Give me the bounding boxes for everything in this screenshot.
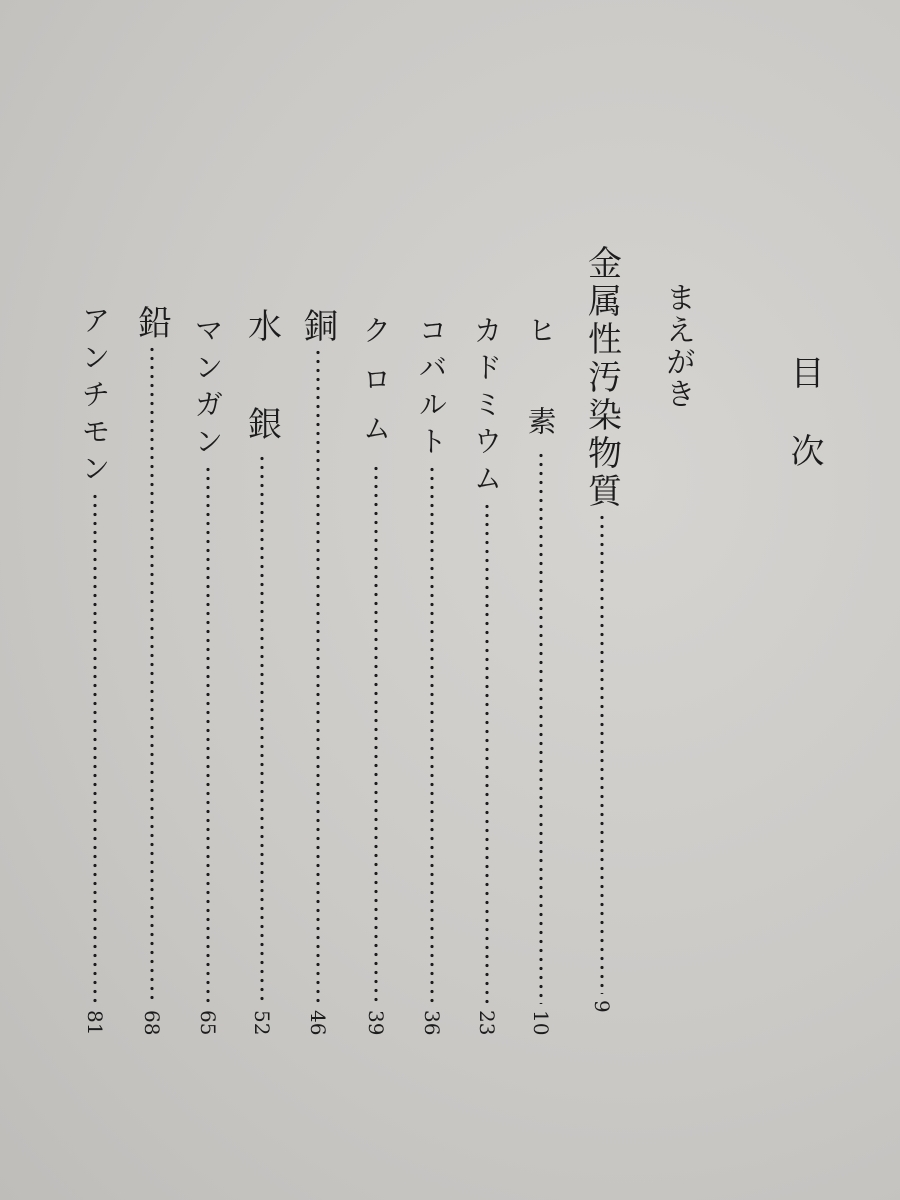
toc-entry-page: 68 (140, 1010, 164, 1036)
dot-leader (316, 348, 320, 1004)
toc-entry-label: クロム (358, 315, 393, 462)
toc-entry-mercury[interactable] (242, 308, 282, 1042)
toc-title: 目次 (784, 355, 824, 511)
toc-entry-manganese[interactable] (188, 315, 228, 1042)
dot-leader (260, 454, 264, 1004)
toc-entry-cadmium[interactable] (467, 315, 507, 1042)
toc-entry-arsenic[interactable] (521, 315, 561, 1042)
toc-entry-copper[interactable] (298, 308, 338, 1042)
toc-entry-label: コバルト (414, 315, 449, 463)
dot-leader (600, 513, 604, 994)
toc-entry-page: 46 (306, 1010, 330, 1036)
toc-entry-cobalt[interactable] (412, 315, 452, 1042)
toc-entry-antimony[interactable] (75, 305, 115, 1042)
dot-leader (374, 464, 378, 1004)
toc-preface: まえがき (660, 282, 695, 410)
toc-entry-page: 39 (364, 1010, 388, 1036)
toc-entry-label: 金属性汚染物質 (581, 245, 622, 511)
toc-entry-page: 52 (250, 1010, 274, 1036)
toc-entry-page: 81 (83, 1010, 107, 1036)
dot-leader (485, 502, 489, 1004)
toc-entry-page: 36 (420, 1010, 444, 1036)
toc-entry-label: アンチモン (77, 305, 112, 490)
toc-entry-label: 鉛 (131, 305, 172, 343)
toc-entry-label: ヒ 素 (523, 315, 558, 449)
toc-entry-page: 9 (590, 1000, 614, 1013)
toc-entry-page: 10 (529, 1010, 553, 1036)
toc-entry-lead[interactable] (132, 305, 172, 1042)
toc-entry-page: 65 (196, 1010, 220, 1036)
toc-entry-label: カドミウム (469, 315, 504, 500)
toc-entry-chromium[interactable] (356, 315, 396, 1042)
dot-leader (206, 465, 210, 1004)
dot-leader (150, 345, 154, 1004)
toc-entry-label: 水 銀 (241, 308, 282, 452)
toc-entry-label: マンガン (190, 315, 225, 463)
toc-entry-label: 銅 (297, 308, 338, 346)
dot-leader (539, 451, 543, 1004)
toc-entry-metal-pollutants[interactable] (582, 245, 622, 1032)
dot-leader (93, 492, 97, 1004)
dot-leader (430, 465, 434, 1004)
toc-entry-page: 23 (475, 1010, 499, 1036)
